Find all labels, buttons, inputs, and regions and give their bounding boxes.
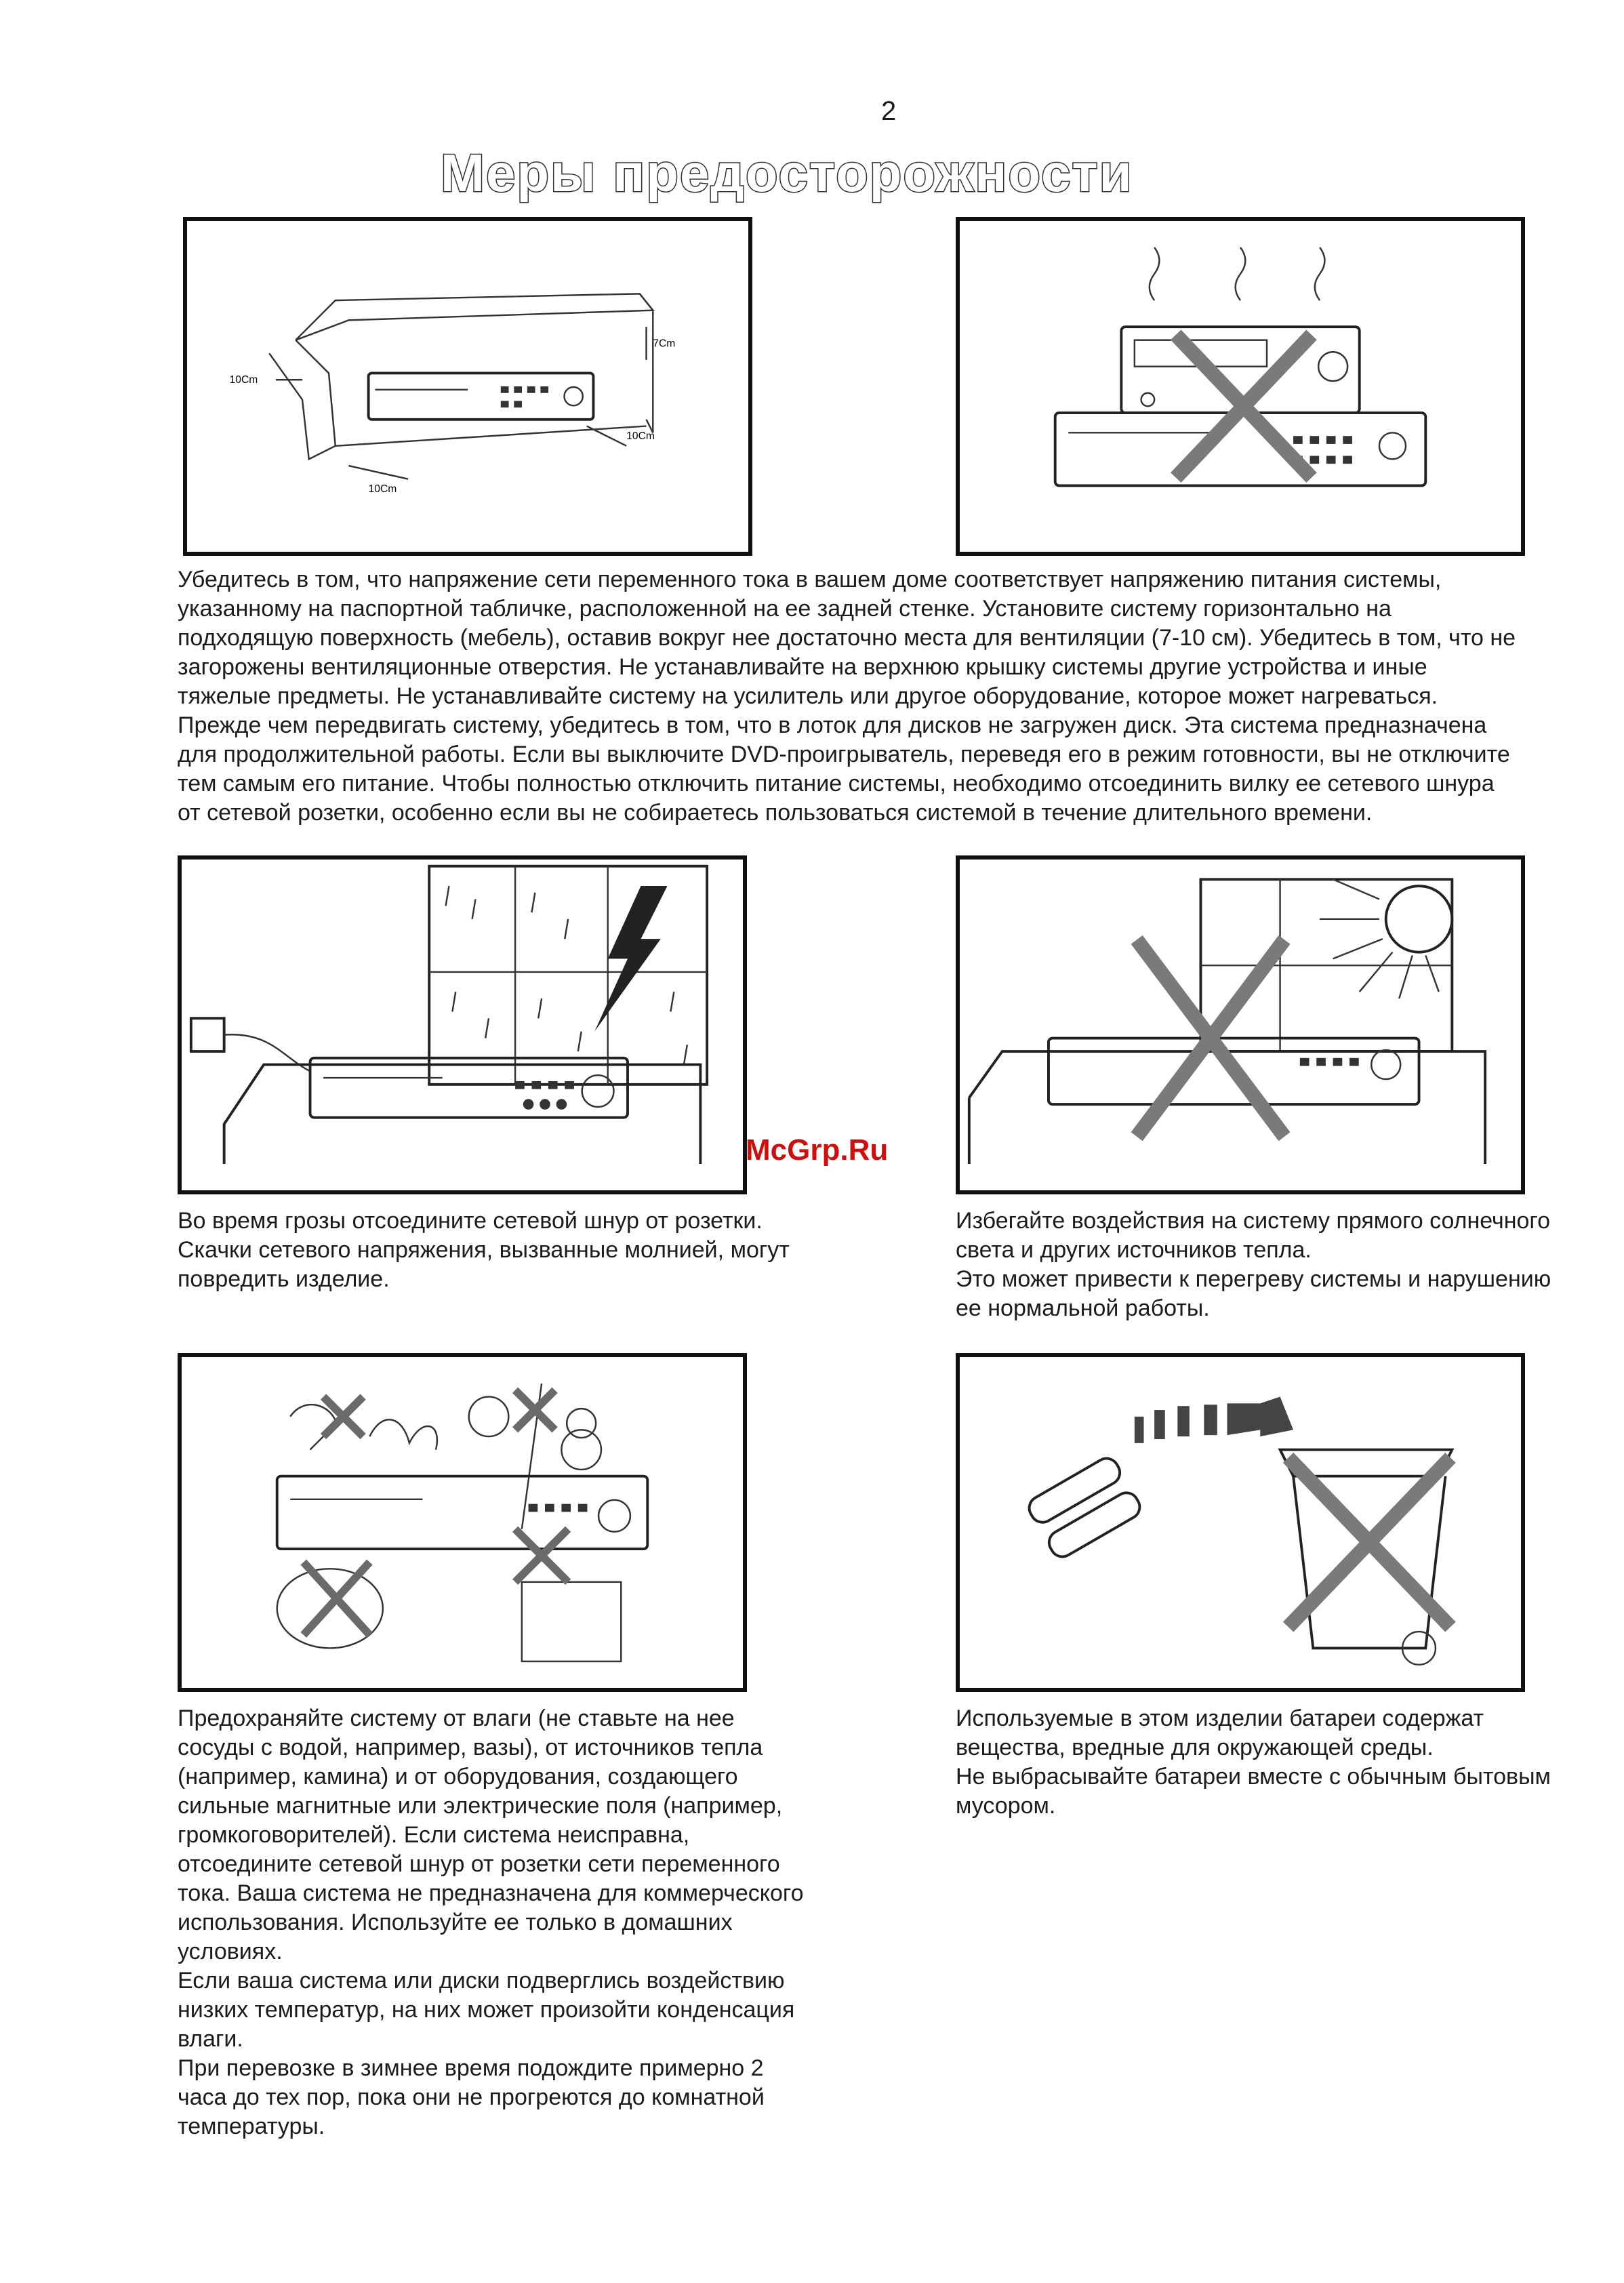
caption-storm [178,1207,923,1294]
page-number: 2 [881,96,897,126]
figure-thunderstorm [178,855,747,1194]
intro-line: для продолжительной работы. Если вы выключите DVD-проигрыватель, переведя его в режим готовности, вы не отключите [178,742,1510,767]
dim-right-label: 10Cm [626,430,655,443]
caption-line: Во время грозы отсоедините сетевой шнур от розетки. [178,1208,763,1234]
figure-no-stacking [956,217,1525,556]
caption-line: использования. Используйте ее только в домашних [178,1910,733,1935]
caption-line: Если ваша система или диски подверглись воздействию [178,1968,785,1994]
battery-icon [1025,1454,1124,1527]
caption-line: Предохраняйте систему от влаги (не ставьте на нее [178,1705,735,1731]
caption-line: Избегайте воздействия на систему прямого солнечного [956,1208,1550,1234]
intro-paragraph [178,565,1581,828]
sun-icon [1386,886,1453,952]
caption-moisture [178,1704,923,2141]
caption-line: света и других источников тепла. [956,1237,1312,1263]
battery-illustration [960,1357,1521,1688]
caption-line: Используемые в этом изделии батареи содержат [956,1705,1484,1731]
caption-line: часа до тех пор, пока они не прогреются до комнатной [178,2084,765,2110]
sun-icon [469,1397,509,1437]
caption-line: ее нормальной работы. [956,1295,1210,1321]
figure-ventilation [183,217,752,556]
caption-sun [956,1207,1606,1323]
no-stacking-illustration [960,221,1521,552]
caption-battery [956,1704,1606,1821]
ventilation-illustration [187,221,748,552]
caption-line: условиях. [178,1939,283,1964]
caption-line: сосуды с водой, например, вазы), от источников тепла [178,1735,763,1760]
page-title: Меры предосторожности [441,143,1133,203]
caption-line: низких температур, на них может произойти конденсация [178,1997,795,2023]
trash-bin-icon [1293,1476,1445,1649]
caption-line: мусором. [956,1793,1056,1819]
intro-line: указанному на паспортной табличке, расположенной на ее задней стенке. Установите систему горизонтально на [178,596,1392,622]
intro-line: подходящую поверхность (мебель), оставив вокруг нее достаточно места для вентиляции (7-10 см). Убедитесь в том, что не [178,625,1516,651]
moisture-illustration [182,1357,743,1688]
figure-sunlight [956,855,1525,1194]
thunderstorm-illustration [182,860,743,1190]
caption-line: Не выбрасывайте батареи вместе с обычным бытовым [956,1764,1551,1790]
dim-top-label: 7Cm [653,338,676,350]
intro-line: тем самым его питание. Чтобы полностью отключить питание системы, необходимо отсоединить вилку ее сетевого шнура [178,771,1495,796]
dim-bottom-label: 10Cm [368,483,397,496]
caption-line: сильные магнитные или электрические поля (например, [178,1793,783,1819]
caption-line: (например, камина) и от оборудования, создающего [178,1764,738,1790]
figure-battery [956,1353,1525,1692]
intro-line: тяжелые предметы. Не устанавливайте систему на усилитель или другое оборудование, которое может нагреваться. [178,683,1438,709]
watermark: McGrp.Ru [746,1133,889,1167]
figure-moisture [178,1353,747,1692]
caption-line: повредить изделие. [178,1266,390,1292]
caption-line: температуры. [178,2114,325,2139]
intro-line: от сетевой розетки, особенно если вы не собираетесь пользоваться системой в течение длительного времени. [178,800,1373,826]
caption-line: влаги. [178,2026,243,2052]
intro-line: загорожены вентиляционные отверстия. Не устанавливайте на верхнюю крышку системы другие устройства и иные [178,654,1427,680]
battery-icon [1044,1489,1143,1561]
intro-line: Убедитесь в том, что напряжение сети переменного тока в вашем доме соответствует напряжению питания системы, [178,567,1442,592]
caption-line: Это может привести к перегреву системы и нарушению [956,1266,1551,1292]
lightning-icon [594,886,667,1032]
intro-line: Прежде чем передвигать систему, убедитесь в том, что в лоток для дисков не загружен диск. Эта система предназначена [178,712,1487,738]
sunlight-illustration [960,860,1521,1190]
caption-line: вещества, вредные для окружающей среды. [956,1735,1434,1760]
outlet-icon [191,1018,224,1051]
caption-line: отсоедините сетевой шнур от розетки сети переменного [178,1851,780,1877]
caption-line: Скачки сетевого напряжения, вызванные молнией, могут [178,1237,790,1263]
caption-line: При перевозке в зимнее время подождите примерно 2 [178,2055,764,2081]
dim-left-label: 10Cm [229,374,258,386]
caption-line: громкоговорителей). Если система неисправна, [178,1822,690,1848]
caption-line: тока. Ваша система не предназначена для коммерческого [178,1880,804,1906]
